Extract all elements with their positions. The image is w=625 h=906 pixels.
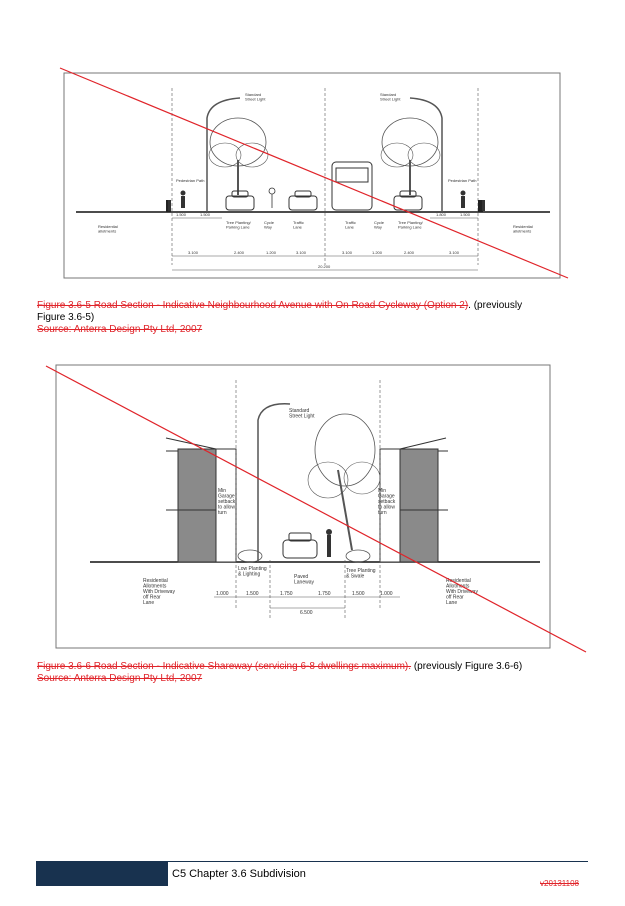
label-lane-2: Cycle Way — [264, 220, 275, 230]
dim-m2: 2.400 — [234, 250, 245, 255]
label-ped-path-left: Pedestrian Path — [176, 178, 205, 183]
dim-total: 20.200 — [318, 264, 331, 269]
dim-4: 1.750 — [318, 591, 331, 597]
footer-version: v20131108 — [540, 879, 579, 888]
dim-m1: 3.100 — [188, 250, 199, 255]
caption-1-plain-a: . (previously — [468, 300, 523, 311]
caption-2-plain: (previously Figure 3.6-6) — [411, 661, 523, 672]
dim-m7: 2.400 — [404, 250, 415, 255]
dim-m3: 1.200 — [266, 250, 277, 255]
label-garage-right: Min Garage setback to allow turn — [378, 488, 396, 516]
dim-5: 1.500 — [352, 591, 365, 597]
dim-3: 1.750 — [280, 591, 293, 597]
label-res-right: Residential allotments — [513, 224, 533, 234]
dim-4: 1.500 — [460, 212, 471, 217]
label-tree-planting: Tree Planting & Swale — [346, 568, 376, 580]
caption-2-struck: Figure 3.6-6 Road Section - Indicative Shareway (servicing 6-8 dwellings maximum). — [37, 661, 412, 672]
figure-road-section-avenue — [0, 60, 625, 285]
road-section-avenue-drawing — [0, 60, 625, 285]
label-paved-laneway: Paved Laneway — [294, 574, 315, 586]
dim-m8: 3.100 — [449, 250, 460, 255]
label-res-left: Residential allotments — [98, 224, 118, 234]
dim-m5: 3.100 — [342, 250, 353, 255]
label-lane-1: Tree Planting/ Parking Lane — [226, 220, 251, 230]
figure-road-section-shareway — [0, 360, 625, 660]
dim-1: 1.000 — [216, 591, 229, 597]
caption-1-source: Source: Anterra Design Pty Ltd, 2007 — [37, 324, 203, 335]
dim-1: 1.500 — [176, 212, 187, 217]
dim-total: 6.500 — [300, 610, 313, 616]
dim-m4: 3.100 — [296, 250, 307, 255]
dim-3: 1.800 — [436, 212, 447, 217]
footer-chapter-title: C5 Chapter 3.6 Subdivision — [172, 868, 306, 880]
caption-1-plain-b: Figure 3.6-5) — [37, 312, 95, 323]
label-lane-3: Traffic Lane — [293, 220, 304, 230]
label-lane-5: Cycle Way — [374, 220, 385, 230]
figure-1-caption — [37, 300, 597, 336]
label-garage-left: Min Garage setback to allow turn — [218, 488, 236, 516]
label-street-light: Standard Street Light — [289, 408, 315, 420]
label-low-planting: Low Planting & Lighting — [238, 566, 267, 578]
label-street-light-right: Standard Street Light — [380, 92, 401, 102]
dim-6: 1.000 — [380, 591, 393, 597]
dim-2: 1.500 — [246, 591, 259, 597]
caption-1-struck: Figure 3.6-5 Road Section - Indicative Neighbourhood Avenue with On Road Cycleway (Option 2) — [37, 300, 469, 311]
label-res-right: Residential Allotments With Driveway off Rear Lane — [446, 578, 478, 606]
label-lane-6: Tree Planting/ Parking Lane — [398, 220, 423, 230]
label-street-light-left: Standard Street Light — [245, 92, 266, 102]
dim-m6: 1.200 — [372, 250, 383, 255]
road-section-shareway-drawing — [0, 360, 625, 660]
label-res-left: Residential Allotments With Driveway off Rear Lane — [143, 578, 175, 606]
figure-2-caption — [37, 661, 597, 685]
dim-2: 1.500 — [200, 212, 211, 217]
label-ped-path-right: Pedestrian Path — [448, 178, 477, 183]
caption-2-source: Source: Anterra Design Pty Ltd, 2007 — [37, 673, 203, 684]
label-lane-4: Traffic Lane — [345, 220, 356, 230]
footer-color-block — [36, 862, 168, 886]
